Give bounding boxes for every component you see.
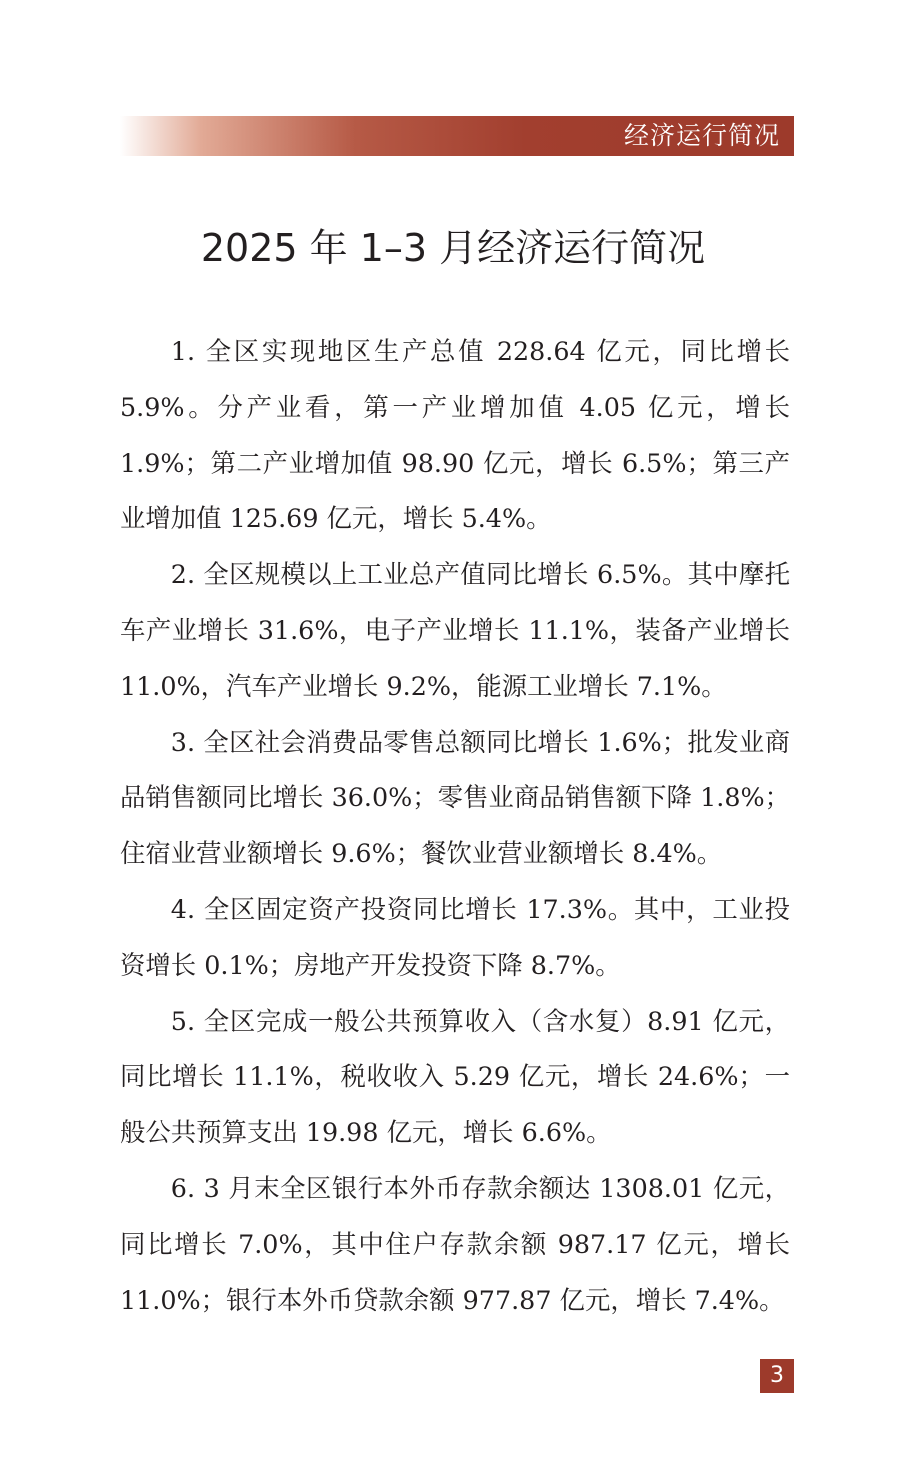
paragraph-banking: 6. 3 月末全区银行本外币存款余额达 1308.01 亿元，同比增长 7.0%，其中住户存款余额 987.17 亿元，增长 11.0%；银行本外币贷款余额 977.87 亿元，增长 7.4%。 <box>120 1172 790 1315</box>
paragraph-consumption: 3. 全区社会消费品零售总额同比增长 1.6%；批发业商品销售额同比增长 36.0%；零售业商品销售额下降 1.8%；住宿业营业额增长 9.6%；餐饮业营业额增长 8.4%。 <box>120 726 790 869</box>
page-title: 2025 年 1–3 月经济运行简况 <box>200 226 706 270</box>
paragraph-gdp: 1. 全区实现地区生产总值 228.64 亿元，同比增长 5.9%。分产业看，第一产业增加值 4.05 亿元，增长 1.9%；第二产业增加值 98.90 亿元，增长 6.5%；第三产业增加值 125.69 亿元，增长 5.4%。 <box>120 336 790 534</box>
paragraph-investment: 4. 全区固定资产投资同比增长 17.3%。其中，工业投资增长 0.1%；房地产开发投资下降 8.7%。 <box>120 893 790 980</box>
page-number: 3 <box>760 1359 794 1393</box>
section-header-title: 经济运行简况 <box>623 121 780 150</box>
paragraph-budget: 5. 全区完成一般公共预算收入（含水复）8.91 亿元，同比增长 11.1%，税收收入 5.29 亿元，增长 24.6%；一般公共预算支出 19.98 亿元，增长 6.6%。 <box>120 1005 790 1148</box>
section-header-band <box>120 116 794 156</box>
paragraph-industry: 2. 全区规模以上工业总产值同比增长 6.5%。其中摩托车产业增长 31.6%，电子产业增长 11.1%，装备产业增长 11.0%，汽车产业增长 9.2%，能源工业增长 7.1%。 <box>120 559 790 701</box>
article-body <box>120 324 790 1328</box>
